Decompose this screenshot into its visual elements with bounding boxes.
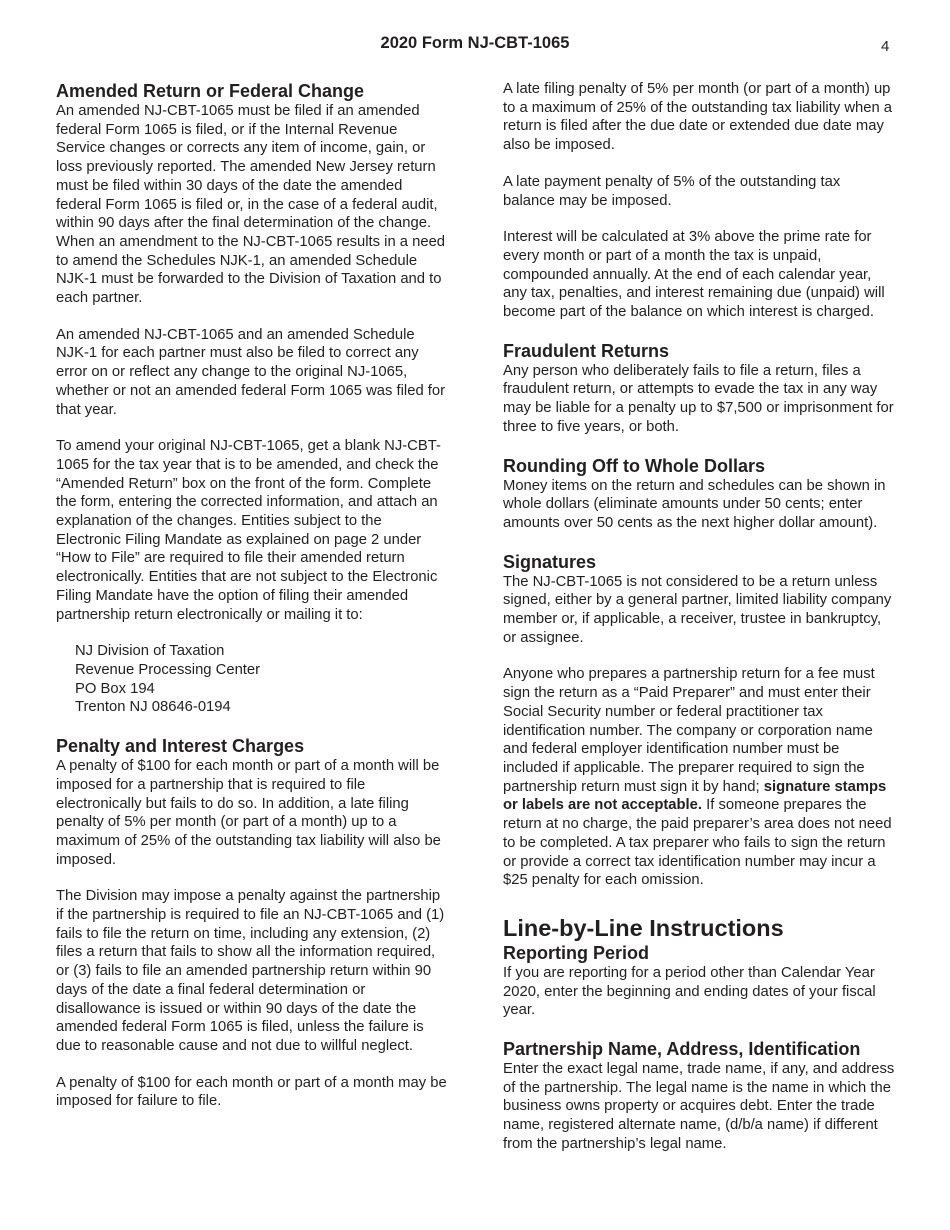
address-line: Revenue Processing Center — [75, 661, 261, 678]
late-filing-paragraph: A late filing penalty of 5% per month (or part of a month) up to a maximum of 25% of the outstanding tax liability when a return is filed after the due date or extended due date may also be imposed. — [503, 81, 893, 154]
signatures-text-b: If someone prepares the return at no charge, the paid preparer’s area does not need to be completed. A tax preparer who fails to sign the return or provide a correct tax identification number may incur a $25 penalty for each omission. — [503, 797, 892, 889]
penalty-paragraph-1: A penalty of $100 for each month or part of a month will be imposed for a partnership that is required to file electronically but fails to do so. In addition, a late filing penalty of 5% per month (or part of a month) up to a maximum of 25% of the outstanding tax liability will also be imposed. — [56, 758, 441, 868]
form-title: 2020 Form NJ-CBT-1065 — [380, 34, 570, 52]
amended-return-paragraph-3: To amend your original NJ-CBT-1065, get a blank NJ-CBT-1065 for the tax year that is to be amended, and check the “Amended Return” box on the front of the form. Complete the form, entering the corrected information, and attach an explanation of the changes. Entities subject to the Electronic Filing Mandate as explained on page 2 under “How to File” are required to file their amended return electronically. Entities that are not subject to the Electronic Filing Mandate have the option of filing their amended partnership return electronically or mailing it to: — [56, 438, 441, 623]
signatures-text-a: Anyone who prepares a partnership return for a fee must sign the return as a “Paid Preparer” and must enter their Social Security number or federal practitioner tax identification number. The company or corporation name and federal employer identification number must be included if applicable. The preparer required to sign the partnership return must sign it by hand; — [503, 666, 875, 795]
reporting-period-heading: Reporting Period — [503, 942, 650, 963]
penalty-interest-heading: Penalty and Interest Charges — [56, 736, 305, 757]
signatures-paragraph-1: The NJ-CBT-1065 is not considered to be a return unless signed, either by a general partner, limited liability company member or, if applicable, a receiver, trustee in bankruptcy, or assignee. — [503, 573, 892, 646]
address-line: Trenton NJ 08646-0194 — [75, 699, 231, 716]
partnership-name-paragraph: Enter the exact legal name, trade name, if any, and address of the partnership. The legal name is the name in which the business owns property or acquires debt. Enter the trade name, registered alternate name, (d/b/a name) if different from the partnership’s legal name. — [503, 1061, 895, 1152]
amended-return-heading: Amended Return or Federal Change — [56, 81, 365, 101]
reporting-period-paragraph: If you are reporting for a period other than Calendar Year 2020, enter the beginning and ending dates of your fiscal year. — [503, 964, 876, 1019]
amended-return-paragraph-2: An amended NJ-CBT-1065 and an amended Schedule NJK-1 for each partner must also be filed to correct any error on or reflect any change to the original NJ-1065, whether or not an amended federal Form 1065 was filed for that year. — [56, 326, 446, 418]
fraudulent-returns-paragraph: Any person who deliberately fails to file a return, files a fraudulent return, or attempts to evade the tax in any way may be liable for a penalty up to $7,500 or imprisonment for three to five years, or both. — [503, 362, 894, 435]
line-by-line-heading: Line-by-Line Instructions — [503, 914, 784, 941]
amended-return-paragraph-1: An amended NJ-CBT-1065 must be filed if an amended federal Form 1065 is filed, or if the Internal Revenue Service changes or corrects any item of income, gain, or loss previously reported. The amended New Jersey return must be filed within 30 days of the date the amended federal Form 1065 is filed or, in the case of a federal audit, within 90 days after the final determination of the change. When an amendment to the NJ-CBT-1065 results in a need to amend the Schedules NJK-1, an amended Schedule NJK-1 must be forwarded to the Division of Taxation and to each partner. — [56, 103, 446, 307]
signatures-bold-text: signature stamps or labels are not acceptable. — [503, 778, 887, 814]
penalty-paragraph-2: The Division may impose a penalty against the partnership if the partnership is required to file an NJ-CBT-1065 and (1) fails to file the return on time, including any extension, (2) files a return that fails to show all the information required, or (3) fails to file an amended partnership return within 90 days of the date a final federal determination or disallowance is issued or within 90 days of the date the amended federal Form 1065 is filed, unless the failure is due to reasonable cause and not due to willful neglect. — [56, 888, 445, 1054]
right-column — [503, 80, 896, 1172]
penalty-paragraph-3: A penalty of $100 for each month or part of a month may be imposed for failure to file. — [56, 1074, 447, 1110]
interest-paragraph: Interest will be calculated at 3% above the prime rate for every month or part of a month the tax is unpaid, compounded annually. At the end of each calendar year, any tax, penalties, and interest remaining due (unpaid) will become part of the balance on which interest is charged. — [503, 229, 885, 321]
mailing-address — [75, 642, 448, 717]
left-column — [56, 80, 448, 1129]
signatures-paragraph-2 — [503, 665, 896, 889]
page-number: 4 — [881, 38, 890, 55]
partnership-name-heading: Partnership Name, Address, Identification — [503, 1039, 861, 1060]
signatures-heading: Signatures — [503, 551, 597, 572]
address-line: NJ Division of Taxation — [75, 643, 225, 660]
rounding-paragraph: Money items on the return and schedules can be shown in whole dollars (eliminate amounts under 50 cents; enter amounts over 50 cents as the next higher dollar amount). — [503, 477, 886, 531]
late-payment-paragraph: A late payment penalty of 5% of the outstanding tax balance may be imposed. — [503, 173, 841, 209]
address-line: PO Box 194 — [75, 680, 155, 697]
fraudulent-returns-heading: Fraudulent Returns — [503, 340, 670, 361]
rounding-heading: Rounding Off to Whole Dollars — [503, 455, 765, 476]
